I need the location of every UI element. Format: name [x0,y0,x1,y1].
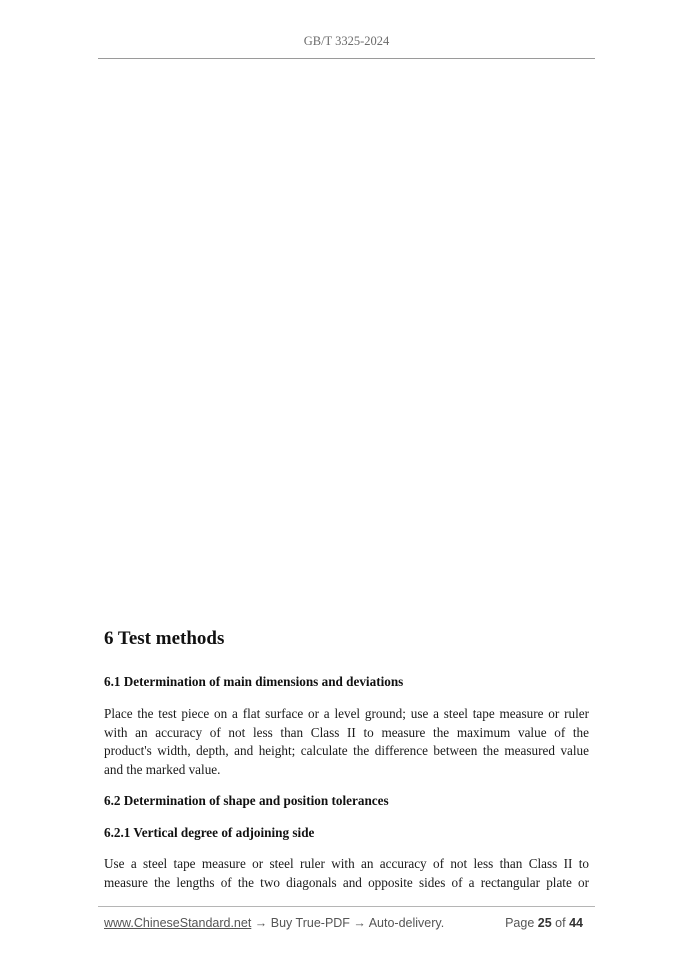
of-label: of [555,916,566,930]
section-heading: 6 Test methods [104,628,225,649]
footer [104,916,589,930]
running-header: GB/T 3325-2024 [303,34,390,48]
text-line: measure the lengths of the two diagonals and opposite sides of a rectangular plate or [104,874,589,890]
text-line: and the marked value. [104,761,221,777]
paragraph-6-2-1 [104,855,589,892]
paragraph-6-1 [104,705,589,779]
subsection-heading-6-2-1: 6.2.1 Vertical degree of adjoining side [104,825,315,840]
page-label: Page [505,916,535,930]
page-total: 44 [569,916,583,930]
page-indicator [505,916,583,930]
subsection-heading-6-2: 6.2 Determination of shape and position tolerances [104,793,389,808]
text-line: with an accuracy of not less than Class II to measure the maximum value of the [104,724,589,740]
store-link[interactable]: www.ChineseStandard.net [104,916,252,930]
footer-tagline: → Buy True-PDF → Auto-delivery. [251,916,445,930]
text-line: Use a steel tape measure or steel ruler with an accuracy of not less than Class II to [104,856,589,871]
footer-divider [98,906,595,907]
text-line: product's width, depth, and height; calculate the difference between the measured value [104,743,589,759]
text-line: Place the test piece on a flat surface or a level ground; use a steel tape measure or ruler [104,706,589,721]
subsection-heading-6-1: 6.1 Determination of main dimensions and deviations [104,674,404,689]
header-divider [98,58,595,59]
page-current: 25 [537,916,552,930]
